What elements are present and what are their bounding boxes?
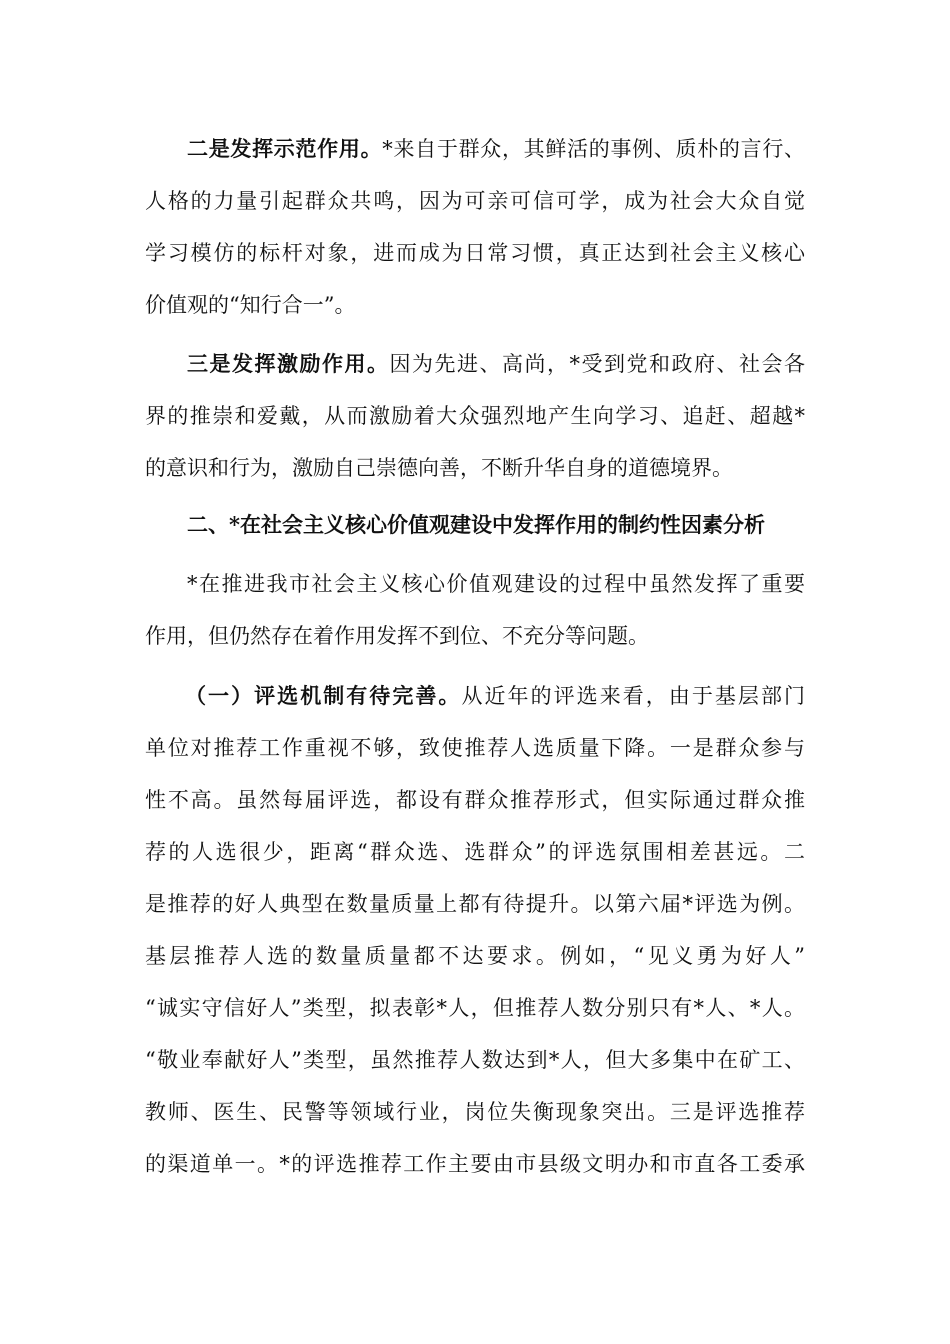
paragraph-4-line-10: 的渠道单一。*的评选推荐工作主要由市县级文明办和市直各工委承 — [145, 1152, 805, 1176]
paragraph-4-line-5: 是推荐的好人典型在数量质量上都有待提升。以第六届*评选为例。 — [145, 892, 805, 916]
paragraph-4-line-3: 性不高。虽然每届评选，都设有群众推荐形式，但实际通过群众推 — [145, 788, 805, 812]
paragraph-4-line-2: 单位对推荐工作重视不够，致使推荐人选质量下降。一是群众参与 — [145, 736, 805, 760]
paragraph-4-lead: （一）评选机制有待完善。 — [185, 683, 462, 708]
section-heading: 二、*在社会主义核心价值观建设中发挥作用的制约性因素分析 — [187, 512, 765, 537]
paragraph-3-line-2: 作用，但仍然存在着作用发挥不到位、不充分等问题。 — [145, 624, 649, 648]
paragraph-4-line-9: 教师、医生、民警等领域行业，岗位失衡现象突出。三是评选推荐 — [145, 1100, 805, 1124]
paragraph-1-lead: 二是发挥示范作用。 — [187, 136, 383, 161]
paragraph-2-lead: 三是发挥激励作用。 — [187, 351, 390, 376]
paragraph-1-line-3: 学习模仿的标杆对象，进而成为日常习惯，真正达到社会主义核心 — [145, 241, 805, 265]
paragraph-2-line-1 — [187, 349, 805, 379]
paragraph-4-line-7: “诚实守信好人”类型，拟表彰*人，但推荐人数分别只有*人、*人。 — [145, 996, 805, 1020]
paragraph-2-line-3: 的意识和行为，激励自己崇德向善，不断升华自身的道德境界。 — [145, 456, 733, 480]
paragraph-2-line-2: 界的推崇和爱戴，从而激励着大众强烈地产生向学习、追赶、超越* — [145, 404, 805, 428]
paragraph-1-line-1 — [187, 134, 805, 164]
paragraph-4-line-1 — [185, 681, 805, 711]
paragraph-1-line-2: 人格的力量引起群众共鸣，因为可亲可信可学，成为社会大众自觉 — [145, 189, 805, 213]
paragraph-4-text: 从近年的评选来看，由于基层部门 — [461, 684, 805, 708]
paragraph-4-line-6: 基层推荐人选的数量质量都不达要求。例如，“见义勇为好人” — [145, 944, 805, 968]
paragraph-1-text: *来自于群众，其鲜活的事例、质朴的言行、 — [382, 137, 805, 161]
paragraph-1-line-4: 价值观的“知行合一”。 — [145, 293, 356, 317]
paragraph-2-text: 因为先进、高尚，*受到党和政府、社会各 — [389, 352, 805, 376]
paragraph-3-line-1: *在推进我市社会主义核心价值观建设的过程中虽然发挥了重要 — [187, 572, 805, 596]
paragraph-4-line-4: 荐的人选很少，距离“群众选、选群众”的评选氛围相差甚远。二 — [145, 840, 805, 864]
paragraph-4-line-8: “敬业奉献好人”类型，虽然推荐人数达到*人，但大多集中在矿工、 — [145, 1048, 805, 1072]
